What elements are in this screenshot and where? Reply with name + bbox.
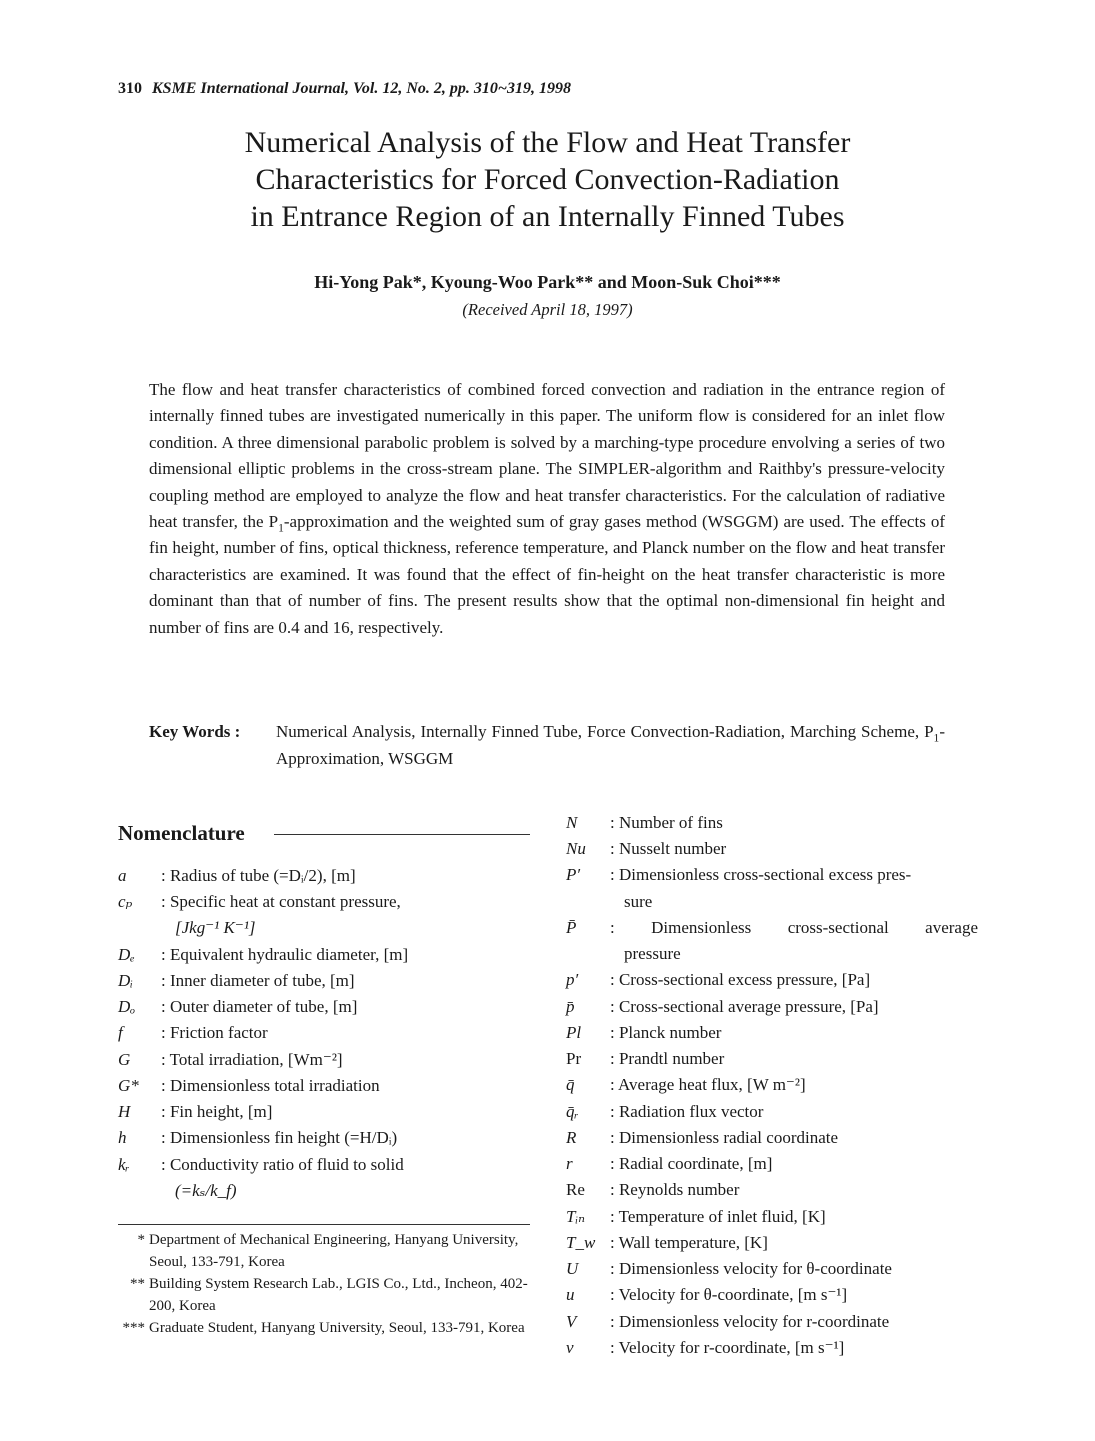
nom-symbol: r	[566, 1154, 573, 1173]
keywords-label: Key Words :	[149, 722, 241, 741]
nom-symbol: q̄ᵣ	[566, 1102, 579, 1121]
nom-desc: : Fin height, [m]	[161, 1102, 273, 1121]
abstract	[149, 377, 945, 641]
footnote	[118, 1317, 532, 1339]
nom-symbol: G*	[118, 1076, 139, 1095]
keywords-part: -Approximation, WSGGM	[276, 722, 945, 768]
nom-symbol: P̄	[566, 918, 577, 937]
nom-desc: : Conductivity ratio of fluid to solid	[161, 1155, 404, 1174]
nom-symbol: f	[118, 1023, 123, 1042]
nom-symbol: u	[566, 1285, 575, 1304]
footnotes	[118, 1229, 532, 1339]
nom-symbol: Nu	[566, 839, 586, 858]
keywords-subscript: 1	[933, 731, 940, 745]
keywords-part: Numerical Analysis, Internally Finned Tube, Force Convection-Radiation, Marching Scheme, P	[276, 722, 934, 741]
journal-citation: KSME International Journal, Vol. 12, No. 2, pp. 310~319, 1998	[152, 80, 571, 97]
page-number: 310	[118, 80, 142, 97]
footnote-text: Graduate Student, Hanyang University, Seoul, 133-791, Korea	[149, 1320, 525, 1336]
nom-symbol: Dᵢ	[118, 971, 133, 990]
title-line: in Entrance Region of an Internally Finned Tubes	[250, 200, 845, 233]
nom-desc: : Inner diameter of tube, [m]	[161, 971, 355, 990]
abstract-text: The flow and heat transfer characteristics of combined forced convection and radiation in the entrance region of internally finned tubes are investigated numerically in this paper. The uniform flow is considered for an inlet flow condition. A three dimensional parabolic problem is solved by a marching-type procedure envolving a series of two dimensional elliptic problems in the cross-stream plane. The SIMPLER-algorithm and Raithby's pressure-velocity coupling method are employed to analyze the flow and heat transfer characteristics. For the calculation of radiative heat transfer, the P	[149, 380, 945, 532]
footnote-mark: *	[137, 1232, 145, 1248]
nom-symbol: a	[118, 866, 127, 885]
nom-desc: : Velocity for θ-coordinate, [m s⁻¹]	[610, 1285, 848, 1304]
footnote	[118, 1229, 532, 1273]
nom-symbol: V	[566, 1312, 577, 1331]
nom-symbol: p′	[566, 970, 579, 989]
nom-desc: : Prandtl number	[610, 1049, 725, 1068]
nom-desc: : Dimensionless radial coordinate	[610, 1128, 839, 1147]
nom-symbol: p̄	[566, 997, 575, 1016]
nomenclature-rule	[274, 834, 530, 835]
nom-desc: : Dimensionless velocity for r-coordinate	[610, 1312, 890, 1331]
nom-desc: (=kₛ/k_f)	[175, 1181, 237, 1200]
nom-desc: [Jkg⁻¹ K⁻¹]	[175, 918, 256, 937]
author-list: Hi-Yong Pak*, Kyoung-Woo Park** and Moon-Suk Choi***	[314, 272, 781, 292]
nom-symbol: R	[566, 1128, 577, 1147]
nom-symbol: kᵣ	[118, 1155, 130, 1174]
nom-desc: : Dimensionless cross-sectional excess pres-	[610, 865, 912, 884]
nom-symbol: cₚ	[118, 892, 133, 911]
nom-desc: : Cross-sectional average pressure, [Pa]	[610, 997, 879, 1016]
nom-desc: sure	[624, 892, 653, 911]
abstract-subscript: 1	[278, 521, 284, 535]
nom-desc: : Reynolds number	[610, 1180, 740, 1199]
nom-symbol: Pl	[566, 1023, 582, 1042]
nom-desc: : Friction factor	[161, 1023, 268, 1042]
running-header	[118, 80, 571, 98]
nom-symbol: T_w	[566, 1233, 596, 1252]
nom-symbol: Pr	[566, 1049, 582, 1068]
keywords-text	[276, 719, 945, 772]
nom-symbol: h	[118, 1128, 127, 1147]
nom-desc: : Outer diameter of tube, [m]	[161, 997, 358, 1016]
nom-symbol: G	[118, 1050, 131, 1069]
nom-desc: : Dimensionless velocity for θ-coordinate	[610, 1259, 892, 1278]
nom-desc: : Planck number	[610, 1023, 722, 1042]
nom-symbol: v	[566, 1338, 574, 1357]
footnote-text: Department of Mechanical Engineering, Hanyang University, Seoul, 133-791, Korea	[149, 1232, 519, 1270]
footnote-rule	[118, 1224, 530, 1225]
paper-title	[120, 124, 975, 235]
nom-symbol: N	[566, 813, 578, 832]
abstract-text: -approximation and the weighted sum of gray gases method (WSGGM) are used. The effects of fin height, number of fins, optical thickness, reference temperature, and Planck number on the flow and heat transfer characteristics are examined. It was found that the effect of fin-height on the heat transfer characteristic is more dominant than that of number of fins. The present results show that the optimal non-dimensional fin height and number of fins are 0.4 and 16, respectively.	[149, 512, 945, 637]
footnote-mark: ***	[122, 1320, 145, 1336]
nom-desc: : Equivalent hydraulic diameter, [m]	[161, 945, 409, 964]
nom-symbol: q̄	[566, 1075, 575, 1094]
nom-desc: : Velocity for r-coordinate, [m s⁻¹]	[610, 1338, 845, 1357]
nom-symbol: Dₑ	[118, 945, 135, 964]
nom-desc: : Nusselt number	[610, 839, 727, 858]
nom-symbol: Re	[566, 1180, 585, 1199]
nom-desc: : Temperature of inlet fluid, [K]	[610, 1207, 826, 1226]
nom-desc: : Specific heat at constant pressure,	[161, 892, 401, 911]
nomenclature-title: Nomenclature	[118, 821, 245, 845]
nom-desc: : Wall temperature, [K]	[610, 1233, 768, 1252]
nom-desc: : Radius of tube (=Dᵢ/2), [m]	[161, 866, 356, 885]
nom-desc: : Total irradiation, [Wm⁻²]	[161, 1050, 343, 1069]
nom-desc: : Radial coordinate, [m]	[610, 1154, 773, 1173]
nom-desc: : Cross-sectional excess pressure, [Pa]	[610, 970, 871, 989]
nom-desc: : Dimensionless cross-sectional average	[610, 918, 978, 937]
received-date: (Received April 18, 1997)	[462, 300, 633, 319]
nom-symbol: Dₒ	[118, 997, 136, 1016]
nom-desc: pressure	[624, 944, 681, 963]
footnote-text: Building System Research Lab., LGIS Co., Ltd., Incheon, 402-200, Korea	[149, 1276, 528, 1314]
nom-desc: : Average heat flux, [W m⁻²]	[610, 1075, 806, 1094]
nom-symbol: U	[566, 1259, 579, 1278]
nom-desc: : Dimensionless total irradiation	[161, 1076, 380, 1095]
nom-symbol: P′	[566, 865, 581, 884]
nom-symbol: Tᵢₙ	[566, 1207, 586, 1226]
nom-symbol: H	[118, 1102, 131, 1121]
nom-desc: : Radiation flux vector	[610, 1102, 764, 1121]
footnote	[118, 1273, 532, 1317]
footnote-mark: **	[130, 1276, 145, 1292]
title-line: Characteristics for Forced Convection-Radiation	[255, 163, 840, 196]
nom-desc: : Number of fins	[610, 813, 723, 832]
nom-desc: : Dimensionless fin height (=H/Dᵢ)	[161, 1128, 398, 1147]
title-line: Numerical Analysis of the Flow and Heat Transfer	[244, 126, 851, 159]
